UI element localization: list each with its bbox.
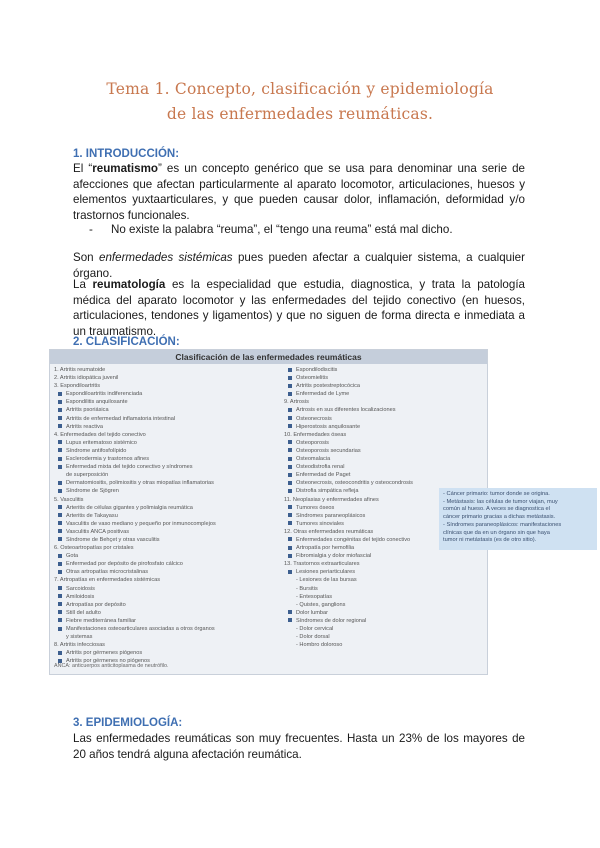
intro-heading: 1. INTRODUCCIÓN:: [73, 148, 180, 160]
table-left-column: [54, 366, 216, 665]
table-entry: - Bursitis: [296, 585, 318, 592]
table-entry: Osteomielitis: [284, 374, 413, 382]
table-entry: Osteoporosis secundarias: [284, 447, 413, 455]
table-entry: Still del adulto: [54, 609, 216, 617]
table-entry: Osteonecrosis: [284, 415, 413, 423]
table-entry: Artritis de enfermedad inflamatoria intestinal: [54, 415, 216, 423]
table-entry: 3. Espondiloartritis: [54, 383, 101, 390]
table-entry: Dermatomiositis, polimiositis y otras miopatías inflamatorias: [54, 479, 216, 487]
table-entry: - Quistes, ganglions: [296, 601, 346, 608]
table-entry: Amiloidosis: [54, 593, 216, 601]
table-entry: 4. Enfermedades del tejido conectivo: [54, 431, 146, 438]
table-entry: Vasculitis de vaso mediano y pequeño por inmunocomplejos: [54, 520, 216, 528]
table-entry: - Entesopatías: [296, 593, 333, 600]
table-entry: - Hombro doloroso: [296, 642, 343, 649]
table-entry: Espondilodiscitis: [284, 366, 413, 374]
epidemiology-heading: 3. EPIDEMIOLOGÍA:: [73, 717, 183, 729]
table-entry: Síndrome de Sjögren: [54, 487, 216, 495]
table-entry: Síndromes paraneoplásicos: [284, 512, 413, 520]
table-footnote: ANCA: anticuerpos anticitoplasma de neutrófilo.: [54, 663, 169, 669]
table-entry: Gota: [54, 552, 216, 560]
table-entry: 12. Otras enfermedades reumáticas: [284, 528, 374, 535]
table-entry: Artropatía por hemofilia: [284, 544, 413, 552]
table-entry: 1. Artritis reumatoide: [54, 367, 106, 373]
table-entry: Distrofia simpática refleja: [284, 487, 413, 495]
table-entry: Enfermedades congénitas del tejido conectivo: [284, 536, 413, 544]
table-entry: Artritis por gérmenes no piógenos: [54, 657, 216, 665]
table-entry: de superposición: [66, 472, 109, 479]
table-entry: Síndromes de dolor regional: [284, 617, 413, 625]
table-entry: Enfermedad mixta del tejido conectivo y síndromes: [54, 463, 216, 471]
table-entry: Sarcoidosis: [54, 585, 216, 593]
table-entry: Osteomalacia: [284, 455, 413, 463]
table-entry: Manifestaciones osteoarticulares asociadas a otros órganos: [54, 625, 216, 633]
table-entry: 7. Artropatías en enfermedades sistémicas: [54, 577, 161, 584]
table-header: Clasificación de las enfermedades reumáticas: [50, 350, 487, 364]
table-entry: Artritis psoriásica: [54, 406, 216, 414]
table-entry: 11. Neoplasias y enfermedades afines: [284, 496, 379, 503]
table-entry: Artropatías por depósito: [54, 601, 216, 609]
table-entry: 8. Artritis infecciosas: [54, 642, 105, 649]
sidenote-line: - Metástasis: las células de tumor viajan, muy: [443, 498, 558, 505]
table-entry: Dolor lumbar: [284, 609, 413, 617]
sidenote-line: cáncer primario gracias a dichas metástasis.: [443, 514, 556, 521]
table-entry: Artritis por gérmenes piógenos: [54, 649, 216, 657]
table-entry: 9. Artrosis: [284, 399, 309, 406]
page-title-line1: Tema 1. Concepto, clasificación y epidemiología: [106, 80, 494, 98]
sidenote-line: tumor ni metástasis (es de otro sitio).: [443, 537, 537, 544]
table-entry: Tumores óseos: [284, 504, 413, 512]
table-entry: 5. Vasculitis: [54, 496, 84, 503]
table-entry: Fiebre mediterránea familiar: [54, 617, 216, 625]
table-entry: Osteoporosis: [284, 439, 413, 447]
table-entry: Fibromialgia y dolor miofascial: [284, 552, 413, 560]
table-entry: 13. Trastornos extraarticulares: [284, 561, 360, 568]
sidenote-line: común al hueso. A veces se diagnostica el: [443, 506, 550, 513]
table-entry: Osteonecrosis, osteocondritis y osteocondrosis: [284, 479, 413, 487]
table-entry: y sistemas: [66, 634, 93, 641]
intro-paragraph-2: Son enfermedades sistémicas pues pueden afectar a cualquier sistema, a cualquier órgano.: [73, 251, 525, 280]
table-entry: Síndrome antifosfolípido: [54, 447, 216, 455]
intro-bullet: - No existe la palabra “reuma”, el “tengo una reuma” está mal dicho.: [89, 223, 453, 236]
epidemiology-paragraph: Las enfermedades reumáticas son muy frecuentes. Hasta un 23% de los mayores de 20 años tendrá alguna afectación reumática.: [73, 732, 525, 761]
table-entry: Enfermedad de Lyme: [284, 390, 413, 398]
table-right-column: [284, 366, 413, 649]
sidenote-line: - Síndromes paraneoplásicos: manifestaciones: [443, 521, 562, 528]
table-entry: 2. Artritis idiopática juvenil: [54, 375, 119, 382]
classification-heading: 2. CLASIFICACIÓN:: [73, 336, 180, 348]
page-title-line2: de las enfermedades reumáticas.: [166, 105, 434, 123]
table-entry: Artrosis en sus diferentes localizaciones: [284, 406, 413, 414]
table-entry: Hiperostosis anquilosante: [284, 423, 413, 431]
table-entry: Osteodistrofia renal: [284, 463, 413, 471]
table-entry: 10. Enfermedades óseas: [284, 431, 347, 438]
table-entry: - Dolor cervical: [296, 626, 334, 632]
table-entry: Otras artropatías microcristalinas: [54, 568, 216, 576]
sidenote-line: - Cáncer primario: tumor donde se origina.: [443, 491, 550, 497]
table-entry: Vasculitis ANCA positivas: [54, 528, 216, 536]
table-entry: Artritis postestreptocócica: [284, 382, 413, 390]
table-entry: 6. Osteoartropatías por cristales: [54, 545, 134, 552]
table-entry: Lupus eritematoso sistémico: [54, 439, 216, 447]
table-entry: Artritis reactiva: [54, 423, 216, 431]
classification-table: [49, 349, 488, 675]
table-entry: Enfermedad de Paget: [284, 471, 413, 479]
table-entry: Síndrome de Behçet y otras vasculitis: [54, 536, 216, 544]
table-entry: Arteritis de células gigantes y polimialgia reumática: [54, 504, 216, 512]
table-entry: Lesiones periarticulares: [284, 568, 413, 576]
table-entry: Arteritis de Takayasu: [54, 512, 216, 520]
intro-paragraph-3: La reumatología es la especialidad que estudia, diagnostica, y trata la patología médica del aparato locomotor y las enfermedades del tejido conectivo (en huesos, articulaciones, tendones y ligamentos) y que no siguen de forma directa e inmediata a un traumatismo.: [73, 278, 525, 339]
table-entry: Espondiloartritis indiferenciada: [54, 390, 216, 398]
sidenote-line: clínicas que da en un órgano sin que haya: [443, 529, 550, 536]
intro-paragraph-1: El “reumatismo” es un concepto genérico que se usa para denominar una serie de afecciones que afectan particularmente al aparato locomotor, articulaciones, huesos y elementos yuxtaarticulares, y que pueden causar dolor, inflamación, deformidad y/o trastornos funcionales.: [73, 162, 525, 223]
table-entry: Tumores sinoviales: [284, 520, 413, 528]
sidenote-box: [439, 488, 597, 550]
table-entry: Esclerodermia y trastornos afines: [54, 455, 216, 463]
table-entry: Enfermedad por depósito de pirofosfato cálcico: [54, 560, 216, 568]
table-entry: - Lesiones de las bursas: [296, 577, 357, 584]
table-entry: Espondilitis anquilosante: [54, 398, 216, 406]
table-entry: - Dolor dorsal: [296, 634, 330, 641]
